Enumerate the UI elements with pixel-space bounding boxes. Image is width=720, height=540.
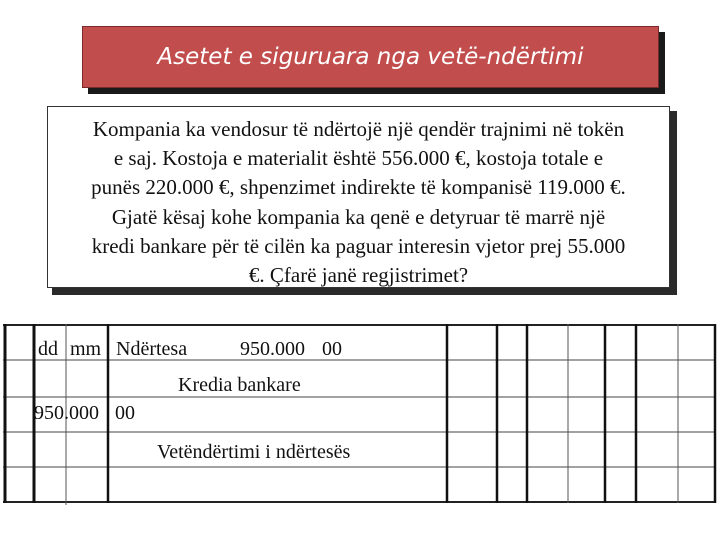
- problem-line: Gjatë kësaj kohe kompania ka qenë e detyruar të marrë një: [111, 204, 606, 229]
- problem-line: Kompania ka vendosur të ndërtojë një qendër trajnimi në tokën: [92, 117, 625, 141]
- debit-account-name: Ndërtesa: [116, 338, 188, 360]
- debit-amount: 950.000: [240, 338, 305, 360]
- entry-day: dd: [38, 338, 58, 360]
- credit-account-name: Kredia bankare: [178, 374, 301, 396]
- ledger-grid: [0, 320, 720, 505]
- problem-line: punës 220.000 €, shpenzimet indirekte të kompanisë 119.000 €.: [91, 175, 626, 200]
- credit-amount: 950.000: [34, 402, 99, 424]
- credit-amount-cents: 00: [115, 402, 135, 424]
- debit-amount-cents: 00: [322, 338, 342, 360]
- problem-line: e saj. Kostoja e materialit është 556.000 €, kostoja totale e: [113, 146, 604, 171]
- title-banner: [82, 26, 659, 88]
- entry-description: Vetëndërtimi i ndërtesës: [157, 441, 351, 463]
- entry-month: mm: [70, 338, 102, 360]
- problem-line: kredi bankare për të cilën ka paguar interesin vjetor prej 55.000: [91, 233, 626, 258]
- problem-line: €. Çfarë janë regjistrimet?: [248, 263, 469, 288]
- journal-ledger: [0, 320, 720, 505]
- slide-title: Asetet e siguruara nga vetë-ndërtimi: [157, 44, 584, 70]
- problem-statement: [47, 106, 670, 288]
